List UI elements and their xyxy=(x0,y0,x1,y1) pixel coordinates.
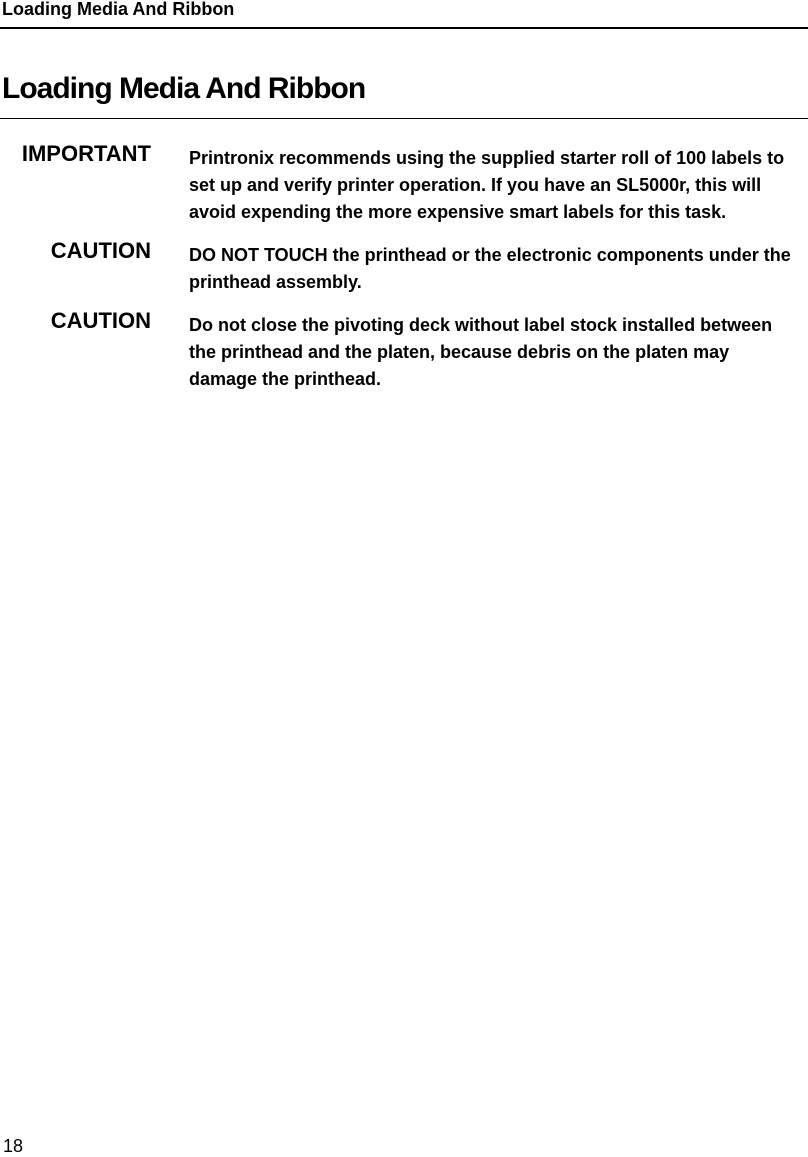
notice-important xyxy=(0,141,808,226)
notice-list xyxy=(0,141,808,405)
page-number: 18 xyxy=(3,1136,24,1156)
notice-text: Printronix recommends using the supplied starter roll of 100 labels to set up and verify printer operation. If you have an SL5000r, this will avoid expending the more expensive smart labels for this task. xyxy=(189,148,785,222)
notice-caution xyxy=(0,308,808,393)
running-header: Loading Media And Ribbon xyxy=(2,0,235,19)
notice-text: DO NOT TOUCH the printhead or the electronic components under the printhead assembly. xyxy=(189,245,791,292)
notice-label: CAUTION xyxy=(50,308,151,333)
notice-caution xyxy=(0,238,808,296)
page-title: Loading Media And Ribbon xyxy=(2,72,366,105)
notice-label: CAUTION xyxy=(50,238,151,263)
notice-label: IMPORTANT xyxy=(21,141,151,166)
notice-text: Do not close the pivoting deck without label stock installed between the printhead and the platen, because debris on the platen may damage the printhead. xyxy=(189,315,773,389)
title-divider xyxy=(0,118,808,119)
header-divider xyxy=(0,27,808,29)
